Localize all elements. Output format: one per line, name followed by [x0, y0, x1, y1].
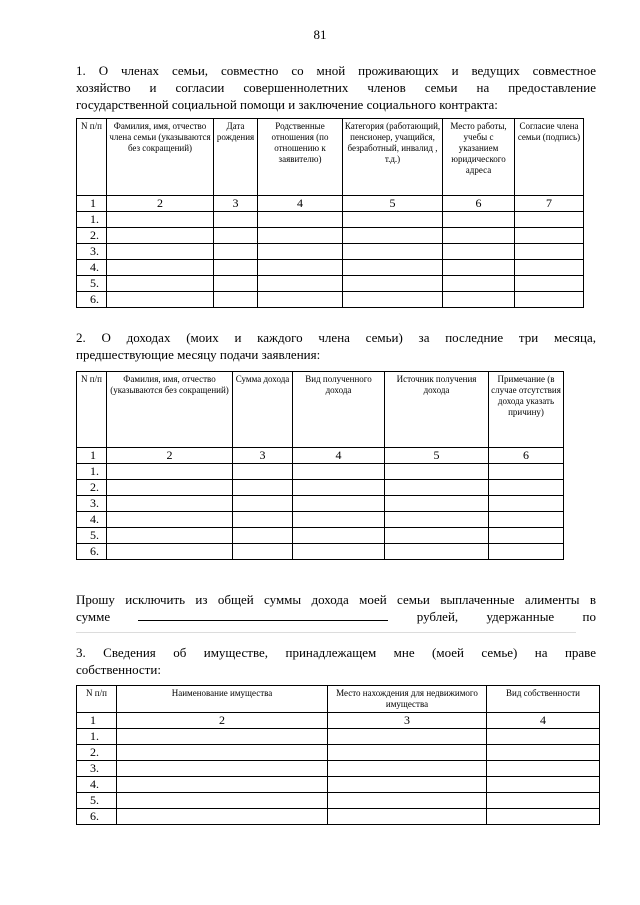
table-row [77, 496, 564, 512]
input-cell[interactable] [117, 761, 328, 777]
alimony-amount-field[interactable] [138, 608, 388, 621]
input-cell[interactable] [443, 244, 515, 260]
input-cell[interactable] [293, 496, 385, 512]
page-number: 81 [313, 27, 327, 42]
input-cell[interactable] [385, 544, 489, 560]
header-cell: Категория (работающий, пенсионер, учащийся, безработный, инвалид , т.д.) [343, 119, 443, 196]
column-number: 7 [515, 196, 584, 212]
section-2-heading [76, 329, 596, 363]
input-cell[interactable] [214, 228, 258, 244]
input-cell[interactable] [385, 480, 489, 496]
input-cell[interactable] [443, 212, 515, 228]
input-cell[interactable] [293, 512, 385, 528]
row-number: 5. [77, 528, 107, 544]
input-cell[interactable] [107, 244, 214, 260]
row-number: 6. [77, 544, 107, 560]
table-row [77, 745, 600, 761]
input-cell[interactable] [328, 729, 487, 745]
input-cell[interactable] [487, 777, 600, 793]
column-number: 5 [385, 448, 489, 464]
input-cell[interactable] [233, 528, 293, 544]
row-number: 2. [77, 745, 117, 761]
input-cell[interactable] [214, 292, 258, 308]
input-cell[interactable] [489, 528, 564, 544]
input-cell[interactable] [107, 464, 233, 480]
header-cell: Место работы, учебы с указанием юридического адреса [443, 119, 515, 196]
row-number: 5. [77, 793, 117, 809]
input-cell[interactable] [343, 228, 443, 244]
input-cell[interactable] [328, 793, 487, 809]
input-cell[interactable] [515, 228, 584, 244]
header-cell: Вид собственности [487, 686, 600, 713]
input-cell[interactable] [515, 244, 584, 260]
alimony-word-rub: рублей, [416, 609, 459, 624]
alimony-word-held: удержанные [486, 609, 555, 624]
input-cell[interactable] [343, 292, 443, 308]
section-1-line-1: 1. О членах семьи, совместно со мной проживающих и ведущих совместное [76, 63, 596, 78]
continuation-line[interactable] [76, 632, 576, 633]
input-cell[interactable] [107, 528, 233, 544]
input-cell[interactable] [489, 496, 564, 512]
header-cell: N п/п [77, 119, 107, 196]
alimony-line-1: Прошу исключить из общей суммы дохода моей семьи выплаченные алименты в [76, 592, 596, 607]
table-row [77, 512, 564, 528]
header-cell: Наименование имущества [117, 686, 328, 713]
input-cell[interactable] [117, 777, 328, 793]
row-number: 1. [77, 729, 117, 745]
input-cell[interactable] [385, 528, 489, 544]
input-cell[interactable] [107, 228, 214, 244]
input-cell[interactable] [293, 464, 385, 480]
table-header-row [77, 372, 564, 448]
table-row [77, 228, 584, 244]
column-number: 1 [77, 196, 107, 212]
row-number: 1. [77, 464, 107, 480]
section-3-line-2: собственности: [76, 662, 161, 677]
column-number: 3 [214, 196, 258, 212]
input-cell[interactable] [258, 260, 343, 276]
input-cell[interactable] [293, 480, 385, 496]
input-cell[interactable] [107, 480, 233, 496]
table-row [77, 292, 584, 308]
row-number: 6. [77, 809, 117, 825]
input-cell[interactable] [258, 212, 343, 228]
input-cell[interactable] [107, 276, 214, 292]
input-cell[interactable] [515, 276, 584, 292]
section-1-line-2: хозяйство и согласии совершеннолетних членов семьи на предоставление [76, 80, 596, 95]
column-number: 5 [343, 196, 443, 212]
row-number: 3. [77, 496, 107, 512]
alimony-word-sum: сумме [76, 609, 111, 624]
row-number: 2. [77, 228, 107, 244]
input-cell[interactable] [293, 528, 385, 544]
header-cell: Примечание (в случае отсутствия дохода указать причину) [489, 372, 564, 448]
table-row [77, 544, 564, 560]
input-cell[interactable] [489, 480, 564, 496]
section-1-line-3: государственной социальной помощи и заключение социального контракта: [76, 97, 498, 112]
income-table [76, 371, 564, 560]
input-cell[interactable] [214, 212, 258, 228]
row-number: 2. [77, 480, 107, 496]
input-cell[interactable] [487, 809, 600, 825]
input-cell[interactable] [214, 276, 258, 292]
input-cell[interactable] [107, 496, 233, 512]
column-number: 3 [233, 448, 293, 464]
row-number: 6. [77, 292, 107, 308]
alimony-word-by: по [582, 609, 596, 624]
input-cell[interactable] [233, 464, 293, 480]
section-3-line-1: 3. Сведения об имуществе, принадлежащем мне (моей семье) на праве [76, 645, 596, 660]
column-number: 3 [328, 713, 487, 729]
column-number: 1 [77, 713, 117, 729]
section-1-heading [76, 62, 596, 113]
input-cell[interactable] [233, 496, 293, 512]
input-cell[interactable] [343, 244, 443, 260]
column-number: 4 [293, 448, 385, 464]
column-number-row [77, 448, 564, 464]
input-cell[interactable] [293, 544, 385, 560]
input-cell[interactable] [489, 544, 564, 560]
input-cell[interactable] [328, 761, 487, 777]
input-cell[interactable] [385, 464, 489, 480]
column-number: 2 [107, 196, 214, 212]
input-cell[interactable] [258, 292, 343, 308]
input-cell[interactable] [107, 544, 233, 560]
column-number: 1 [77, 448, 107, 464]
input-cell[interactable] [117, 729, 328, 745]
input-cell[interactable] [343, 260, 443, 276]
header-cell: Фамилия, имя, отчество члена семьи (указываются без сокращений) [107, 119, 214, 196]
input-cell[interactable] [107, 292, 214, 308]
input-cell[interactable] [117, 809, 328, 825]
section-3-heading [76, 644, 596, 678]
input-cell[interactable] [487, 761, 600, 777]
input-cell[interactable] [443, 228, 515, 244]
input-cell[interactable] [107, 512, 233, 528]
input-cell[interactable] [214, 260, 258, 276]
header-cell: Источник получения дохода [385, 372, 489, 448]
header-cell: N п/п [77, 686, 117, 713]
input-cell[interactable] [385, 512, 489, 528]
table-row [77, 260, 584, 276]
column-number-row [77, 196, 584, 212]
input-cell[interactable] [233, 544, 293, 560]
row-number: 4. [77, 512, 107, 528]
row-number: 3. [77, 244, 107, 260]
input-cell[interactable] [117, 745, 328, 761]
table-row [77, 212, 584, 228]
header-cell: Место нахождения для недвижимого имущества [328, 686, 487, 713]
row-number: 1. [77, 212, 107, 228]
input-cell[interactable] [214, 244, 258, 260]
alimony-paragraph [76, 591, 596, 625]
header-cell: Фамилия, имя, отчество (указываются без сокращений) [107, 372, 233, 448]
input-cell[interactable] [117, 793, 328, 809]
input-cell[interactable] [258, 228, 343, 244]
alimony-line-2 [76, 608, 596, 625]
input-cell[interactable] [489, 512, 564, 528]
input-cell[interactable] [328, 809, 487, 825]
input-cell[interactable] [489, 464, 564, 480]
input-cell[interactable] [515, 292, 584, 308]
input-cell[interactable] [343, 276, 443, 292]
section-2-line-1: 2. О доходах (моих и каждого члена семьи) за последние три месяца, [76, 330, 596, 345]
column-number: 4 [258, 196, 343, 212]
header-cell: Дата рождения [214, 119, 258, 196]
input-cell[interactable] [443, 292, 515, 308]
input-cell[interactable] [107, 212, 214, 228]
row-number: 3. [77, 761, 117, 777]
section-2-line-2: предшествующие месяцу подачи заявления: [76, 347, 321, 362]
header-cell: Вид полученного дохода [293, 372, 385, 448]
table-row [77, 464, 564, 480]
input-cell[interactable] [515, 260, 584, 276]
header-cell: Родственные отношения (по отношению к заявителю) [258, 119, 343, 196]
column-number: 6 [489, 448, 564, 464]
column-number-row [77, 713, 600, 729]
header-cell: N п/п [77, 372, 107, 448]
input-cell[interactable] [328, 777, 487, 793]
input-cell[interactable] [233, 480, 293, 496]
input-cell[interactable] [328, 745, 487, 761]
table-row [77, 480, 564, 496]
table-row [77, 809, 600, 825]
table-row [77, 276, 584, 292]
input-cell[interactable] [443, 276, 515, 292]
input-cell[interactable] [487, 729, 600, 745]
table-row [77, 793, 600, 809]
row-number: 5. [77, 276, 107, 292]
table-row [77, 729, 600, 745]
input-cell[interactable] [258, 244, 343, 260]
row-number: 4. [77, 260, 107, 276]
input-cell[interactable] [385, 496, 489, 512]
family-members-table [76, 118, 584, 308]
header-cell: Сумма дохода [233, 372, 293, 448]
input-cell[interactable] [258, 276, 343, 292]
input-cell[interactable] [443, 260, 515, 276]
table-header-row [77, 119, 584, 196]
input-cell[interactable] [487, 793, 600, 809]
input-cell[interactable] [515, 212, 584, 228]
table-row [77, 777, 600, 793]
table-row [77, 244, 584, 260]
table-row [77, 761, 600, 777]
property-table [76, 685, 600, 825]
input-cell[interactable] [107, 260, 214, 276]
column-number: 2 [117, 713, 328, 729]
table-row [77, 528, 564, 544]
column-number: 2 [107, 448, 233, 464]
input-cell[interactable] [487, 745, 600, 761]
row-number: 4. [77, 777, 117, 793]
input-cell[interactable] [233, 512, 293, 528]
column-number: 4 [487, 713, 600, 729]
header-cell: Согласие члена семьи (подпись) [515, 119, 584, 196]
column-number: 6 [443, 196, 515, 212]
input-cell[interactable] [343, 212, 443, 228]
table-header-row [77, 686, 600, 713]
